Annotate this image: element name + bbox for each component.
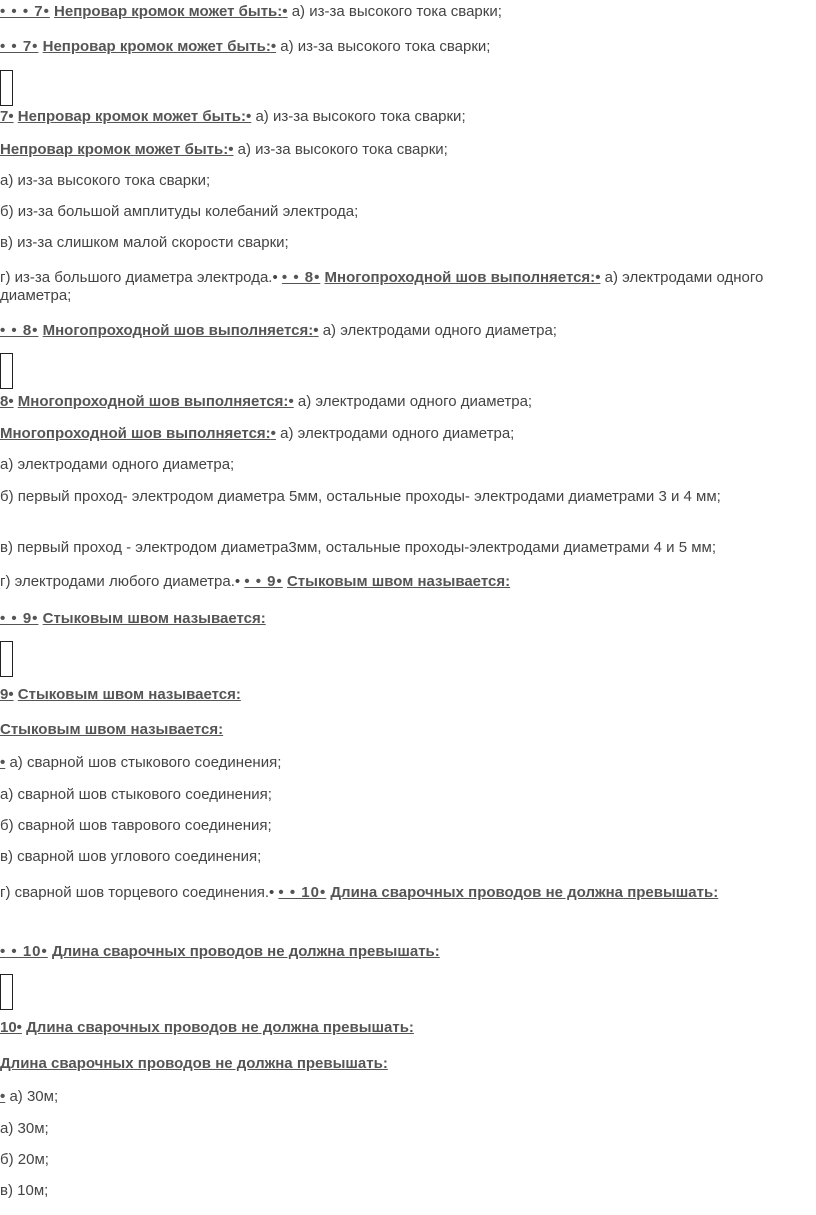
q7-title-link[interactable]: Непровар кромок может быть: xyxy=(54,3,283,20)
q9-title-link[interactable]: Стыковым швом называется: xyxy=(0,721,224,738)
q9-prefix-link[interactable]: 9• xyxy=(0,686,14,703)
bullet-icon: • xyxy=(272,269,278,286)
bullet-icon: • xyxy=(234,573,241,590)
q9-heading-mid xyxy=(0,610,814,628)
q8-heading-short xyxy=(0,393,814,411)
q9-answer-b: б) сварной шов таврового соединения; xyxy=(0,817,272,834)
q7-heading-mid xyxy=(0,38,814,56)
q10-title-link[interactable]: Длина сварочных проводов не должна превышать: xyxy=(26,1019,414,1036)
q7-answer-d-line xyxy=(0,269,814,305)
q9-answer-d-line xyxy=(0,884,814,902)
q8-heading-mid xyxy=(0,322,814,340)
bullet-icon: • xyxy=(288,393,294,410)
empty-frame xyxy=(0,70,13,106)
empty-frame xyxy=(0,974,13,1010)
bullet-icon[interactable]: • xyxy=(0,754,6,771)
empty-frame xyxy=(0,353,13,389)
q7-answer-b: б) из-за большой амплитуды колебаний электрода; xyxy=(0,203,359,220)
q8-title-link[interactable]: Многопроходной шов выполняется: xyxy=(42,322,314,339)
q8-prefix-link[interactable]: 8• xyxy=(0,393,14,410)
q7-prefix-link[interactable]: • • 7• xyxy=(0,38,39,55)
q8-answer-d: г) электродами любого диаметра. xyxy=(0,573,235,590)
q9-prefix-link[interactable]: • • 9• xyxy=(0,610,39,627)
q8-prefix-link[interactable]: • • 8• xyxy=(0,322,39,339)
q8-first-answer: а) электродами одного диаметра; xyxy=(297,393,533,410)
q9-prefix-link[interactable]: • • 9• xyxy=(244,573,283,590)
q9-answer-bullet-line xyxy=(0,754,814,772)
q7-heading-short xyxy=(0,108,814,126)
q8-title-link[interactable]: Многопроходной шов выполняется: xyxy=(324,269,596,286)
q10-answer-b: б) 20м; xyxy=(0,1151,49,1168)
q10-first-answer: а) 30м; xyxy=(9,1088,59,1105)
bullet-icon: • xyxy=(313,322,319,339)
q7-first-answer: а) из-за высокого тока сварки; xyxy=(280,38,491,55)
q8-answer-a: а) электродами одного диаметра; xyxy=(0,456,235,473)
q7-prefix-link[interactable]: • • • 7• xyxy=(0,3,50,20)
q7-answer-d: г) из-за большого диаметра электрода. xyxy=(0,269,273,286)
q7-first-answer: а) из-за высокого тока сварки; xyxy=(291,3,502,20)
q8-heading-title xyxy=(0,425,814,443)
q8-answer-d-line xyxy=(0,573,814,591)
q10-prefix-link[interactable]: 10• xyxy=(0,1019,22,1036)
bullet-icon: • xyxy=(270,38,277,55)
bullet-icon[interactable]: • xyxy=(0,1088,6,1105)
bullet-icon: • xyxy=(595,269,601,286)
q9-title-link[interactable]: Стыковым швом называется: xyxy=(42,610,266,627)
q10-title-link[interactable]: Длина сварочных проводов не должна превышать: xyxy=(330,884,719,901)
q9-heading-short xyxy=(0,686,814,704)
q10-answer-bullet-line xyxy=(0,1088,814,1106)
q8-prefix-link[interactable]: • • 8• xyxy=(281,269,321,286)
q8-title-link[interactable]: Многопроходной шов выполняется: xyxy=(0,425,271,442)
q10-prefix-link[interactable]: • • 10• xyxy=(0,943,48,960)
q8-first-answer: а) электродами одного диаметра; xyxy=(0,269,764,304)
q8-answer-c: в) первый проход - электродом диаметра3мм, остальные проходы-электродами диаметрами 4 и 5 мм; xyxy=(0,539,717,556)
q9-answer-d: г) сварной шов торцевого соединения. xyxy=(0,884,269,901)
q9-title-link[interactable]: Стыковым швом называется: xyxy=(286,573,511,590)
q9-answer-c: в) сварной шов углового соединения; xyxy=(0,848,262,865)
q8-first-answer: а) электродами одного диаметра; xyxy=(322,322,557,339)
q7-first-answer: а) из-за высокого тока сварки; xyxy=(237,141,448,158)
q9-answer-a: а) сварной шов стыкового соединения; xyxy=(0,786,272,803)
bullet-icon: • xyxy=(268,884,275,901)
q10-title-link[interactable]: Длина сварочных проводов не должна превышать: xyxy=(0,1055,388,1072)
q7-title-link[interactable]: Непровар кромок может быть: xyxy=(17,108,246,125)
q7-prefix-link[interactable]: 7• xyxy=(0,108,14,125)
q9-first-answer: а) сварной шов стыкового соединения; xyxy=(9,754,282,771)
q8-first-answer: а) электродами одного диаметра; xyxy=(280,425,515,442)
q10-heading-short xyxy=(0,1019,814,1037)
q7-title-link[interactable]: Непровар кромок может быть: xyxy=(42,38,271,55)
q10-answer-a: а) 30м; xyxy=(0,1120,49,1137)
empty-frame xyxy=(0,641,13,677)
q10-heading-mid xyxy=(0,943,814,961)
q7-title-link[interactable]: Непровар кромок может быть: xyxy=(0,141,229,158)
q9-title-link[interactable]: Стыковым швом называется: xyxy=(17,686,241,703)
q10-answer-c: в) 10м; xyxy=(0,1182,49,1199)
q8-answer-b: б) первый проход- электродом диаметра 5мм, остальные проходы- электродами диаметрами 3 и 4 мм; xyxy=(0,488,721,505)
q7-heading-full xyxy=(0,3,814,21)
q7-answer-a: а) из-за высокого тока сварки; xyxy=(0,172,211,189)
bullet-icon: • xyxy=(246,108,252,125)
q10-prefix-link[interactable]: • • 10• xyxy=(278,884,327,901)
bullet-icon: • xyxy=(228,141,234,158)
q10-title-link[interactable]: Длина сварочных проводов не должна превышать: xyxy=(51,943,440,960)
q7-first-answer: а) из-за высокого тока сварки; xyxy=(255,108,466,125)
q7-heading-title xyxy=(0,141,814,159)
q8-title-link[interactable]: Многопроходной шов выполняется: xyxy=(17,393,289,410)
bullet-icon: • xyxy=(270,425,276,442)
q7-answer-c: в) из-за слишком малой скорости сварки; xyxy=(0,234,289,251)
q10-heading-title xyxy=(0,1055,814,1073)
bullet-icon: • xyxy=(282,3,288,20)
q9-heading-title xyxy=(0,721,814,739)
